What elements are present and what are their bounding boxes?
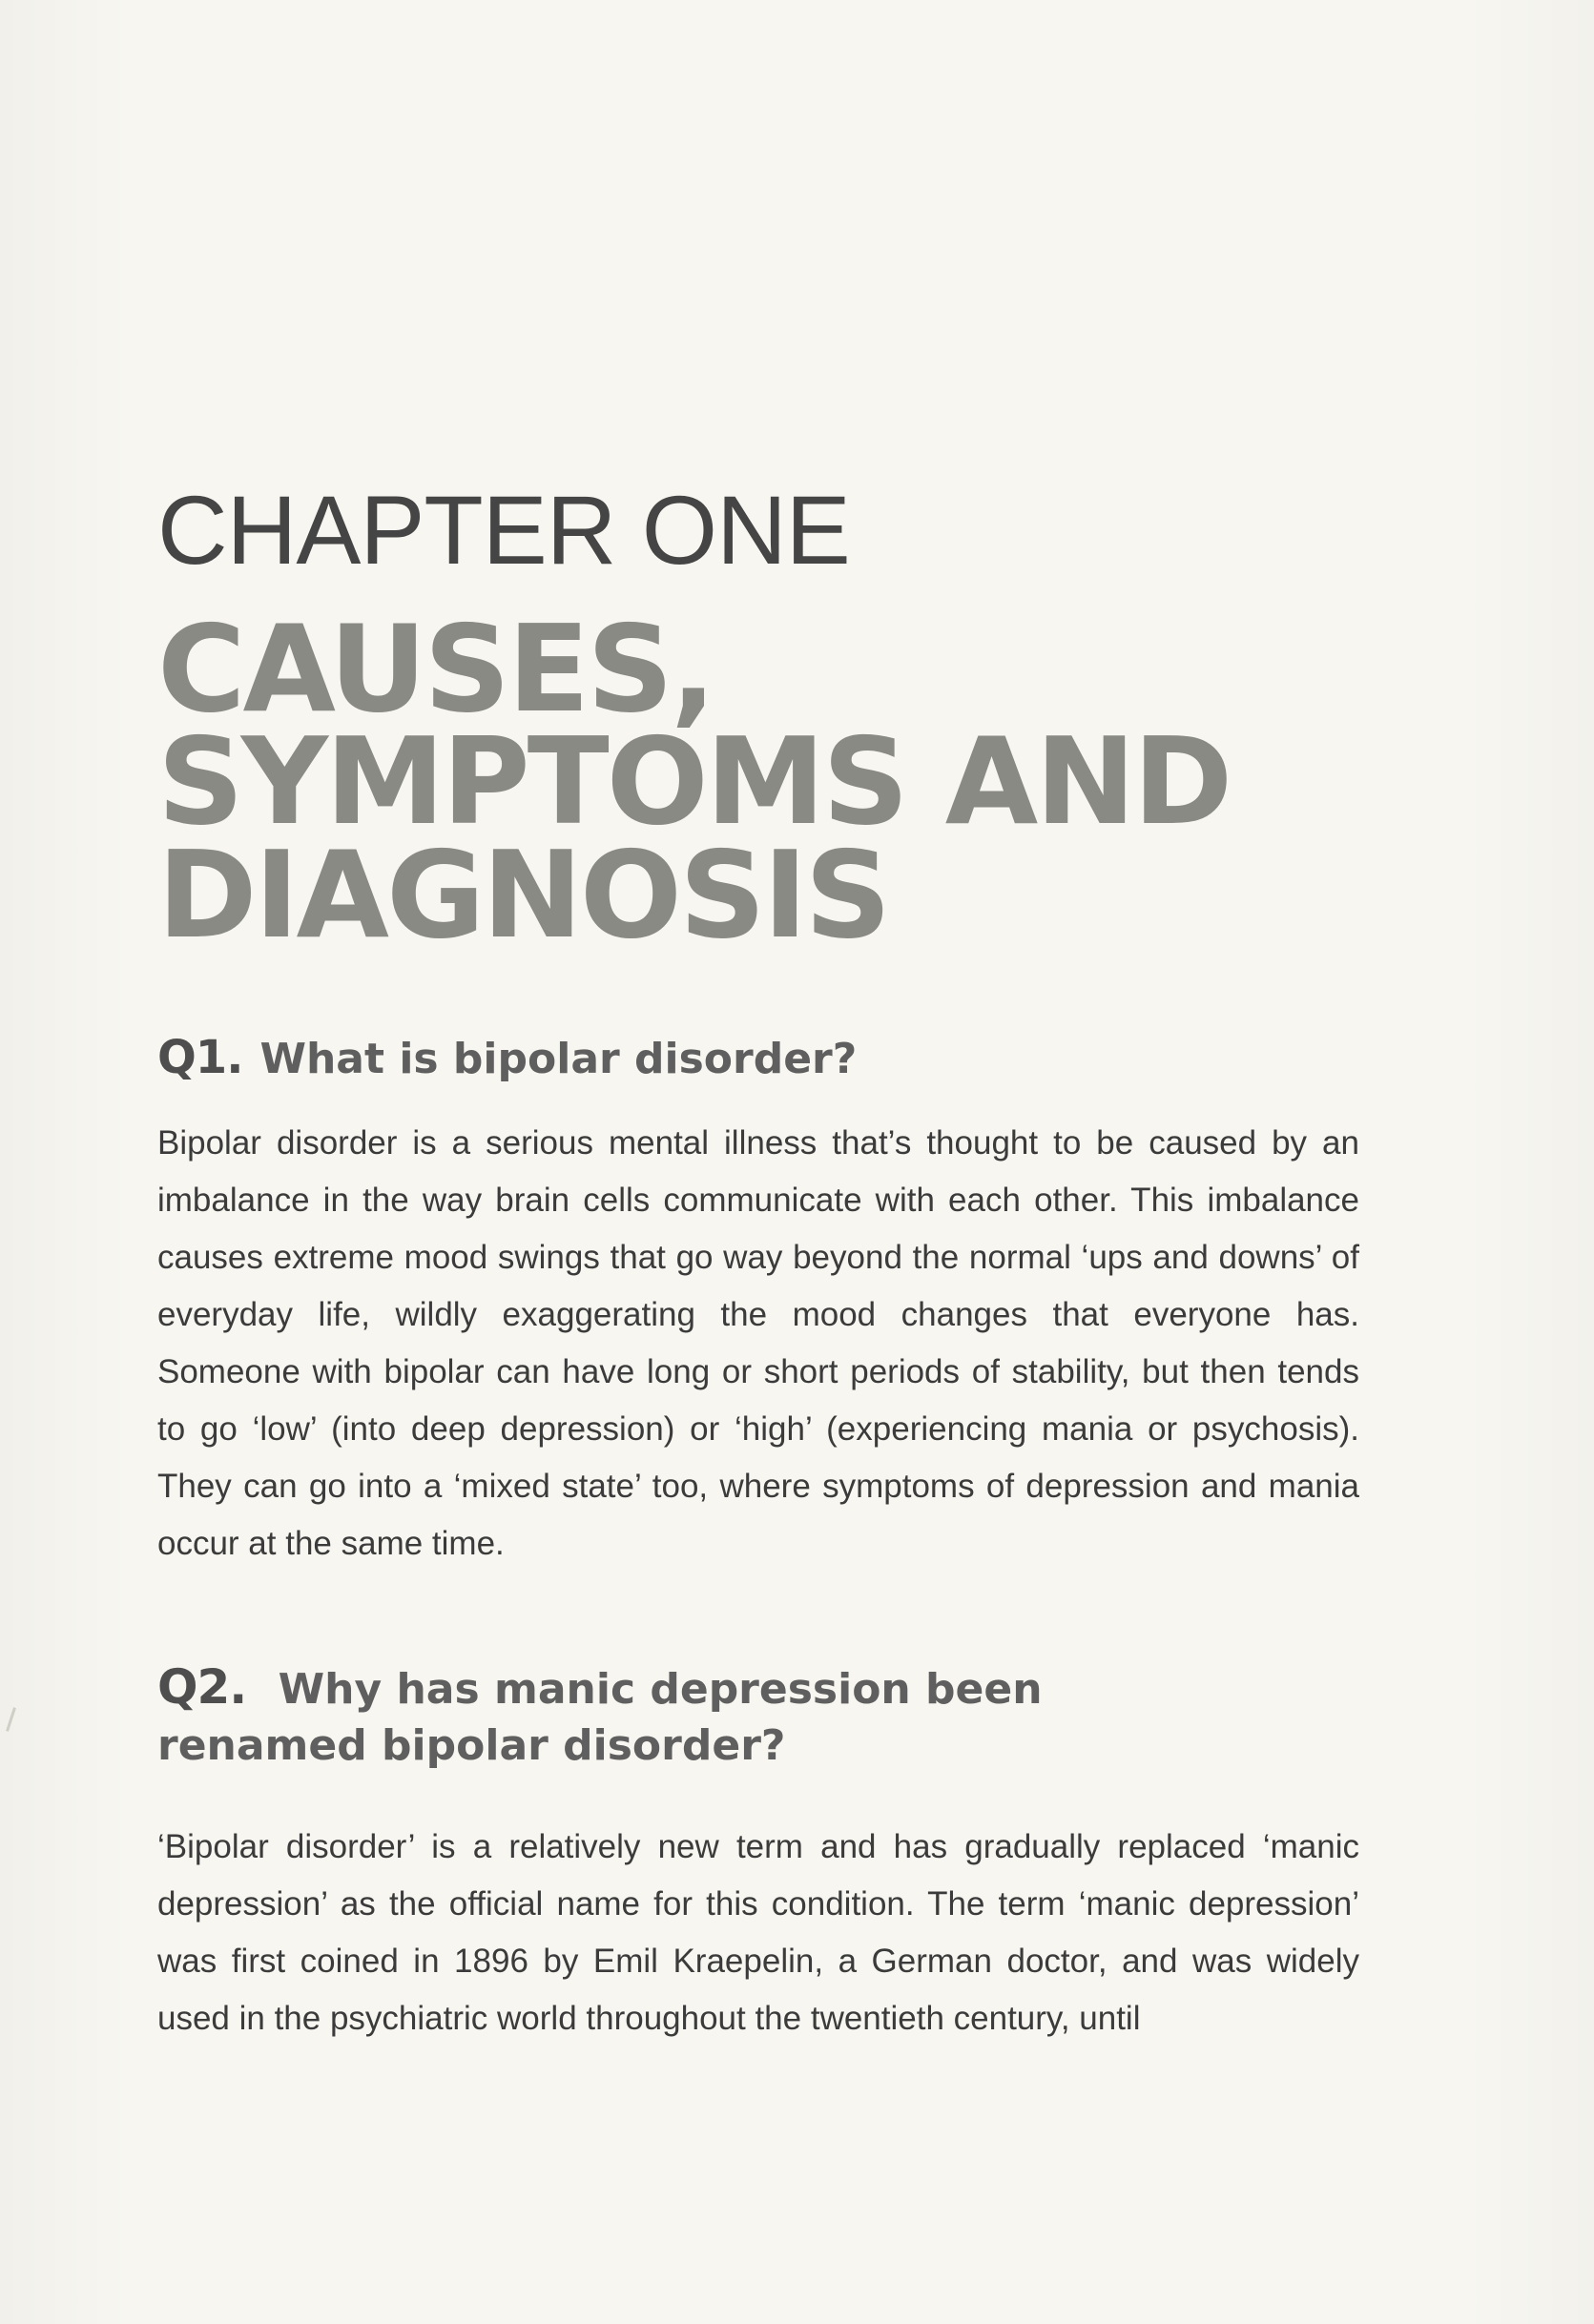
answer-paragraph-1: Bipolar disorder is a serious mental illness that’s thought to be caused by an imbalance in the way brain cells communicate with each other. This imbalance causes extreme mood swings that go way beyond the normal ‘ups and downs’ of everyday life, wildly exaggerating the mood changes that everyone has. Someone with bipolar can have long or short periods of stability, but then tends to go ‘low’ (into deep depression) or ‘high’ (experiencing mania or psychosis). They can go into a ‘mixed state’ too, where symptoms of depression and mania occur at the same time. [157,1123,1359,1562]
question-text-2: Why has manic depression been renamed bipolar disorder? [157,1664,1043,1770]
chapter-label: CHAPTER ONE [157,476,850,585]
chapter-title-line-1: CAUSES, [157,599,714,739]
question-number-1: Q1. [157,1031,243,1085]
chapter-title-line-2: SYMPTOMS AND [157,711,1231,853]
page-content [157,476,1359,2047]
question-number-2: Q2. [157,1658,247,1715]
question-text-1: What is bipolar disorder? [259,1035,858,1084]
question-heading-1 [157,1028,1359,1087]
chapter-title [157,599,1359,965]
answer-paragraph-2: ‘Bipolar disorder’ is a relatively new term and has gradually replaced ‘manic depression’ as the official name for this condition. The term ‘manic depression’ was first coined in 1896 by Emil Kraepelin, a German doctor, and was widely used in the psychiatric world throughout the twentieth century, until [157,1827,1359,2037]
margin-mark [6,1707,16,1732]
chapter-title-line-3: DIAGNOSIS [157,824,889,965]
question-heading-2 [157,1656,1264,1773]
